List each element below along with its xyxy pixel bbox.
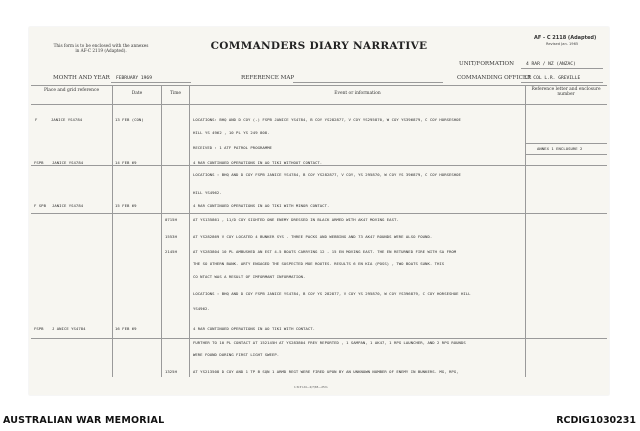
- co-label: COMMANDING OFFICER: [457, 75, 532, 81]
- row-10-event: AT YS283804 10 PL AMBUSHED AN EST 4-5 BOATS CARRYING 12 - 15 EN MOVING EAST. THE EN RETURNED FIRE WITH SA FROM: [193, 249, 457, 254]
- row-15-date: 16 FEB 69: [115, 326, 137, 331]
- form-id: AF - C 2118 (Adapted): [534, 35, 597, 41]
- row-7-date: 15 FEB 69: [115, 203, 137, 208]
- row-3-reference: ANNEX 1 ENCLOSURE 2: [537, 146, 583, 151]
- row-7-event: 4 RAR CONTINUED OPERATIONS IN AO TIKI WITH MINOR CONTACT.: [193, 203, 330, 208]
- row-6-event: HILL YS4962.: [193, 190, 222, 195]
- row-17-event: WERE FOUND DURING FIRST LIGHT SWEEP.: [193, 352, 280, 357]
- row-7-grid: JANICE YS4784: [52, 203, 84, 208]
- row-3-event: RECEIVED : 1 ATF PATROL PROGRAMME: [193, 145, 272, 150]
- row-1-grid: JANICE YS4784: [51, 117, 83, 122]
- unit-value: 4 RAR / NZ (ANZAC): [526, 62, 576, 67]
- row-8-time: 0715H: [165, 217, 177, 222]
- record-id: RCDIG1030231: [556, 415, 636, 426]
- row-18-event: AT YS213508 D COY AND 1 TP B SQN 1 ARMD REGT WERE FIRED UPON BY AN UNKNOWN NUMBER OF ENEMY IN BUNKERS. MG, RPG,: [193, 369, 459, 374]
- reference-map-label: REFERENCE MAP: [241, 75, 295, 81]
- page-title: COMMANDERS DIARY NARRATIVE: [210, 40, 428, 52]
- row-1-date: 13 FEB (CON): [115, 117, 144, 122]
- row-15-grid: J ANICE YS4784: [52, 326, 86, 331]
- col-time-header: Time: [169, 91, 182, 96]
- row-15-event: 4 RAR CONTINUED OPERATIONS IN AO TIKI WITH CONTACT.: [193, 326, 316, 331]
- row-9-time: 1553H: [165, 234, 177, 239]
- row-10-time: 2145H: [165, 249, 177, 254]
- col-place-header: Place and grid reference: [43, 88, 100, 93]
- row-11-event: THE SO UTHERN BANK. ARTY ENGAGED THE SUSPECTED MOE ROUTES. RESULTS 6 EN KIA (POSS) , TWO BOATS SUNK. THIS: [193, 261, 445, 266]
- month-value: FEBRUARY 1969: [116, 76, 152, 81]
- col-event-header: Event or information: [334, 91, 381, 96]
- row-1-event: LOCATIONS: BHQ AND D COY (-) FSPB JANICE YS4784, B COY YS282877, V COY YS295870, W COY YS396879, C COY HORSESHOE: [193, 117, 461, 122]
- col-date-header: Date: [131, 91, 143, 96]
- form-note: This form is to be enclosed with the annexes in AF-C 2119 (Adapted).: [53, 43, 149, 54]
- print-footer: 1 N P Ltd—2/7/65—25m: [294, 385, 328, 389]
- row-2-event: HILL YS 4962 , 10 PL YS 249 808.: [193, 130, 270, 135]
- row-7-place: F SPB: [34, 203, 46, 208]
- co-value: LT COL L.R. GREVILLE: [525, 76, 581, 81]
- row-12-event: CO NTACT WAS A RESULT OF IMFORMANT INFORMATION.: [193, 274, 306, 279]
- col-reference-header: Reference letter and enclosure number: [531, 87, 601, 98]
- row-15-place: FSPB: [34, 326, 44, 331]
- row-4-grid: JANICE YS4784: [52, 160, 84, 165]
- caption-bar: [0, 411, 640, 431]
- row-1-place: F: [35, 117, 38, 122]
- row-16-event: FURTHER TO 10 PL CONTACT AT 152145H AT YS283804 FREV REPORTED , 1 SAMPAN, 1 AK47, 1 RPG LAUNCHER, AND 2 RPG ROUNDS: [193, 340, 466, 345]
- row-18-time: 1325H: [165, 369, 177, 374]
- row-5-event: LOCATIONS : BHQ AND D COY FSPB JANICE YS4784, B COY YS282877, V COY, YS 295870, W COY YS 396879, C COY HORSESHOE: [193, 172, 461, 177]
- row-8-event: AT YS135861 , 11/D COY SIGHTED ONE ENEMY DRESSED IN BLACK ARMED WITH AK47 MOVING EAST.: [193, 217, 399, 222]
- row-4-place: FSPB: [34, 160, 44, 165]
- row-4-event: 4 RAR CONTINUED OPERATIONS IN AO TIKI WITHOUT CONTACT.: [193, 160, 323, 165]
- month-label: MONTH AND YEAR: [53, 75, 110, 81]
- row-13-event: LOCATIONS : BHQ AND D COY FSPB JANICE YS4784, B COY YS 282877, V COY YS 295870, W COY YS396879, C COY HORSESHOE HILL: [193, 291, 471, 296]
- unit-label: UNIT/FORMATION: [459, 61, 514, 67]
- row-9-event: AT YS282869 V COY LOCATED 4 BUNKER SYS . THREE PACKS AND WEBBING AND 73 AK47 ROUNDS WERE ALSO FOUND.: [193, 234, 433, 239]
- row-4-date: 14 FEB 69: [115, 160, 137, 165]
- row-14-event: YS4962.: [193, 306, 210, 311]
- revised-date: Revised Jan. 1965: [546, 42, 579, 46]
- archive-name: AUSTRALIAN WAR MEMORIAL: [3, 415, 165, 426]
- diary-page: [29, 27, 609, 395]
